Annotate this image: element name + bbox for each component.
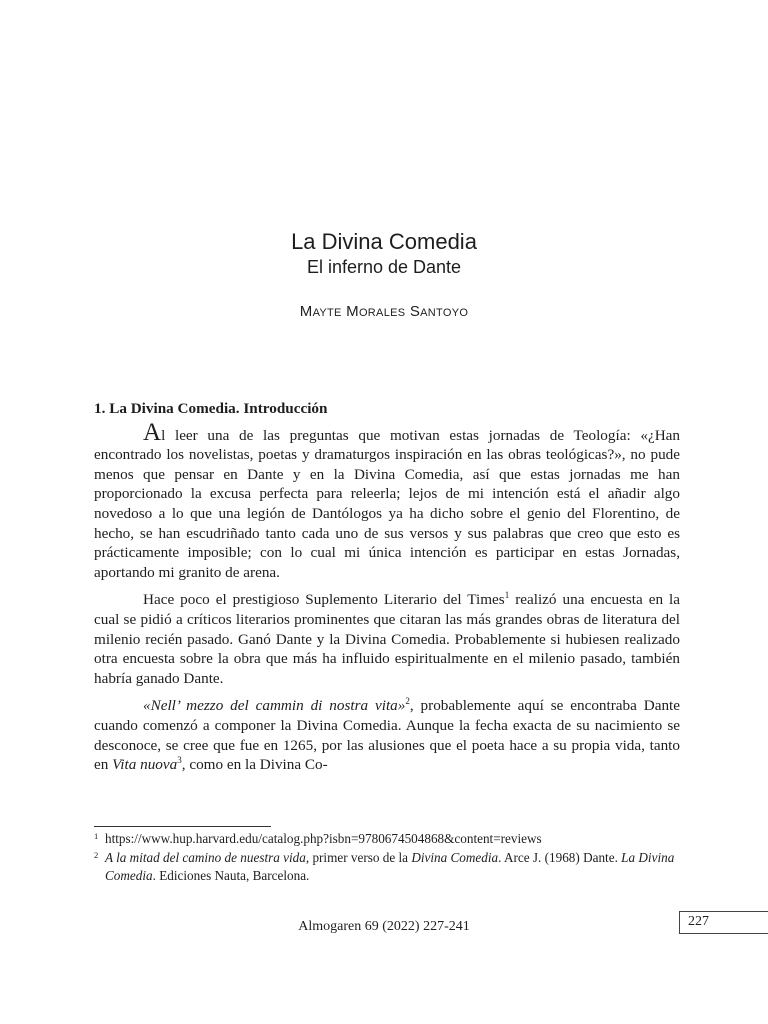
paragraph-1 [94,418,680,583]
footnote-separator [94,826,271,827]
paragraph-3-text-a: , probablemente aquí se encontraba Dante cuando comenzó a componer la Divina Comedia. Aunque la fecha exacta de su nacimiento se desconoce, se cree que fue en 1265, por las alusiones que el poeta hace a su propia vida, tanto en [94,697,681,774]
italian-quote: «Nell’ mezzo del cammin di nostra vita» [143,697,406,715]
article-subtitle: El inferno de Dante [306,257,462,277]
page-number: 227 [688,914,709,929]
footnote-2-text-3: . Ediciones Nauta, Barcelona. [152,868,310,883]
footnote-ref-3[interactable]: 3 [177,755,182,766]
section-heading: 1. La Divina Comedia. Introducción [94,400,328,417]
footnote-2-italic-3: La Divina Comedia [105,850,675,883]
paragraph-3-text-b: , como en la Divina Co- [181,756,328,774]
footnote-2 [94,849,684,885]
footnote-2-italic-1: A la mitad del camino de nuestra vida [105,850,306,865]
page-number-box [679,911,768,934]
footnote-ref-1[interactable]: 1 [504,590,510,601]
footnotes [94,830,684,886]
drop-cap: A [143,418,162,446]
footnote-1-number: 1 [94,831,99,841]
footnote-2-number: 2 [94,850,99,860]
author-name: Mayte Morales Santoyo [299,303,469,320]
footnote-2-text-1: , primer verso de la [305,850,412,865]
article-body [94,399,680,783]
footnote-ref-2[interactable]: 2 [405,696,410,707]
paragraph-2-text-a: Hace poco el prestigioso Suplemento Literario del Times [143,591,505,609]
paragraph-3 [94,696,680,774]
paragraph-2 [94,590,680,688]
paragraph-1-text: l leer una de las preguntas que motivan estas jornadas de Teología: «¿Han encontrado los novelistas, poetas y dramaturgos inspiración en las obras teológicas?», no pude menos que pensar en Dante y en la Divina Comedia, así que estas jornadas me han proporcionado la excusa perfecta para releerla; lejos de mi intención está el añadir algo novedoso a lo que una legión de Dantólogos ya ha dicho sobre el genio del Florentino, de hecho, se han escudriñado tanto cada uno de sus versos y sus palabras que creo que esto es prácticamente imposible; con lo cual mi única intención es participar en estas Jornadas, aportando mi granito de arena. [94,426,680,581]
journal-citation: Almogaren 69 (2022) 227-241 [298,919,470,934]
footnote-2-text-2: . Arce J. (1968) Dante. [498,850,622,865]
footnote-1 [94,830,684,848]
article-title: La Divina Comedia [291,229,477,254]
vita-nuova-title: Vita nuova [112,756,178,774]
footnote-2-italic-2: Divina Comedia [411,850,499,865]
paragraph-2-text-b: realizó una encuesta en la cual se pidió a críticos literarios prominentes que citaran las más grandes obras de literatura del milenio recién pasado. Ganó Dante y la Divina Comedia. Probablemente si hubiesen realizado otra encuesta sobre la obra que más ha influido espiritualmente en el milenio pasado, también habría ganado Dante. [94,591,681,687]
footnote-1-link[interactable]: https://www.hup.harvard.edu/catalog.php?isbn=9780674504868&content=reviews [105,831,542,846]
